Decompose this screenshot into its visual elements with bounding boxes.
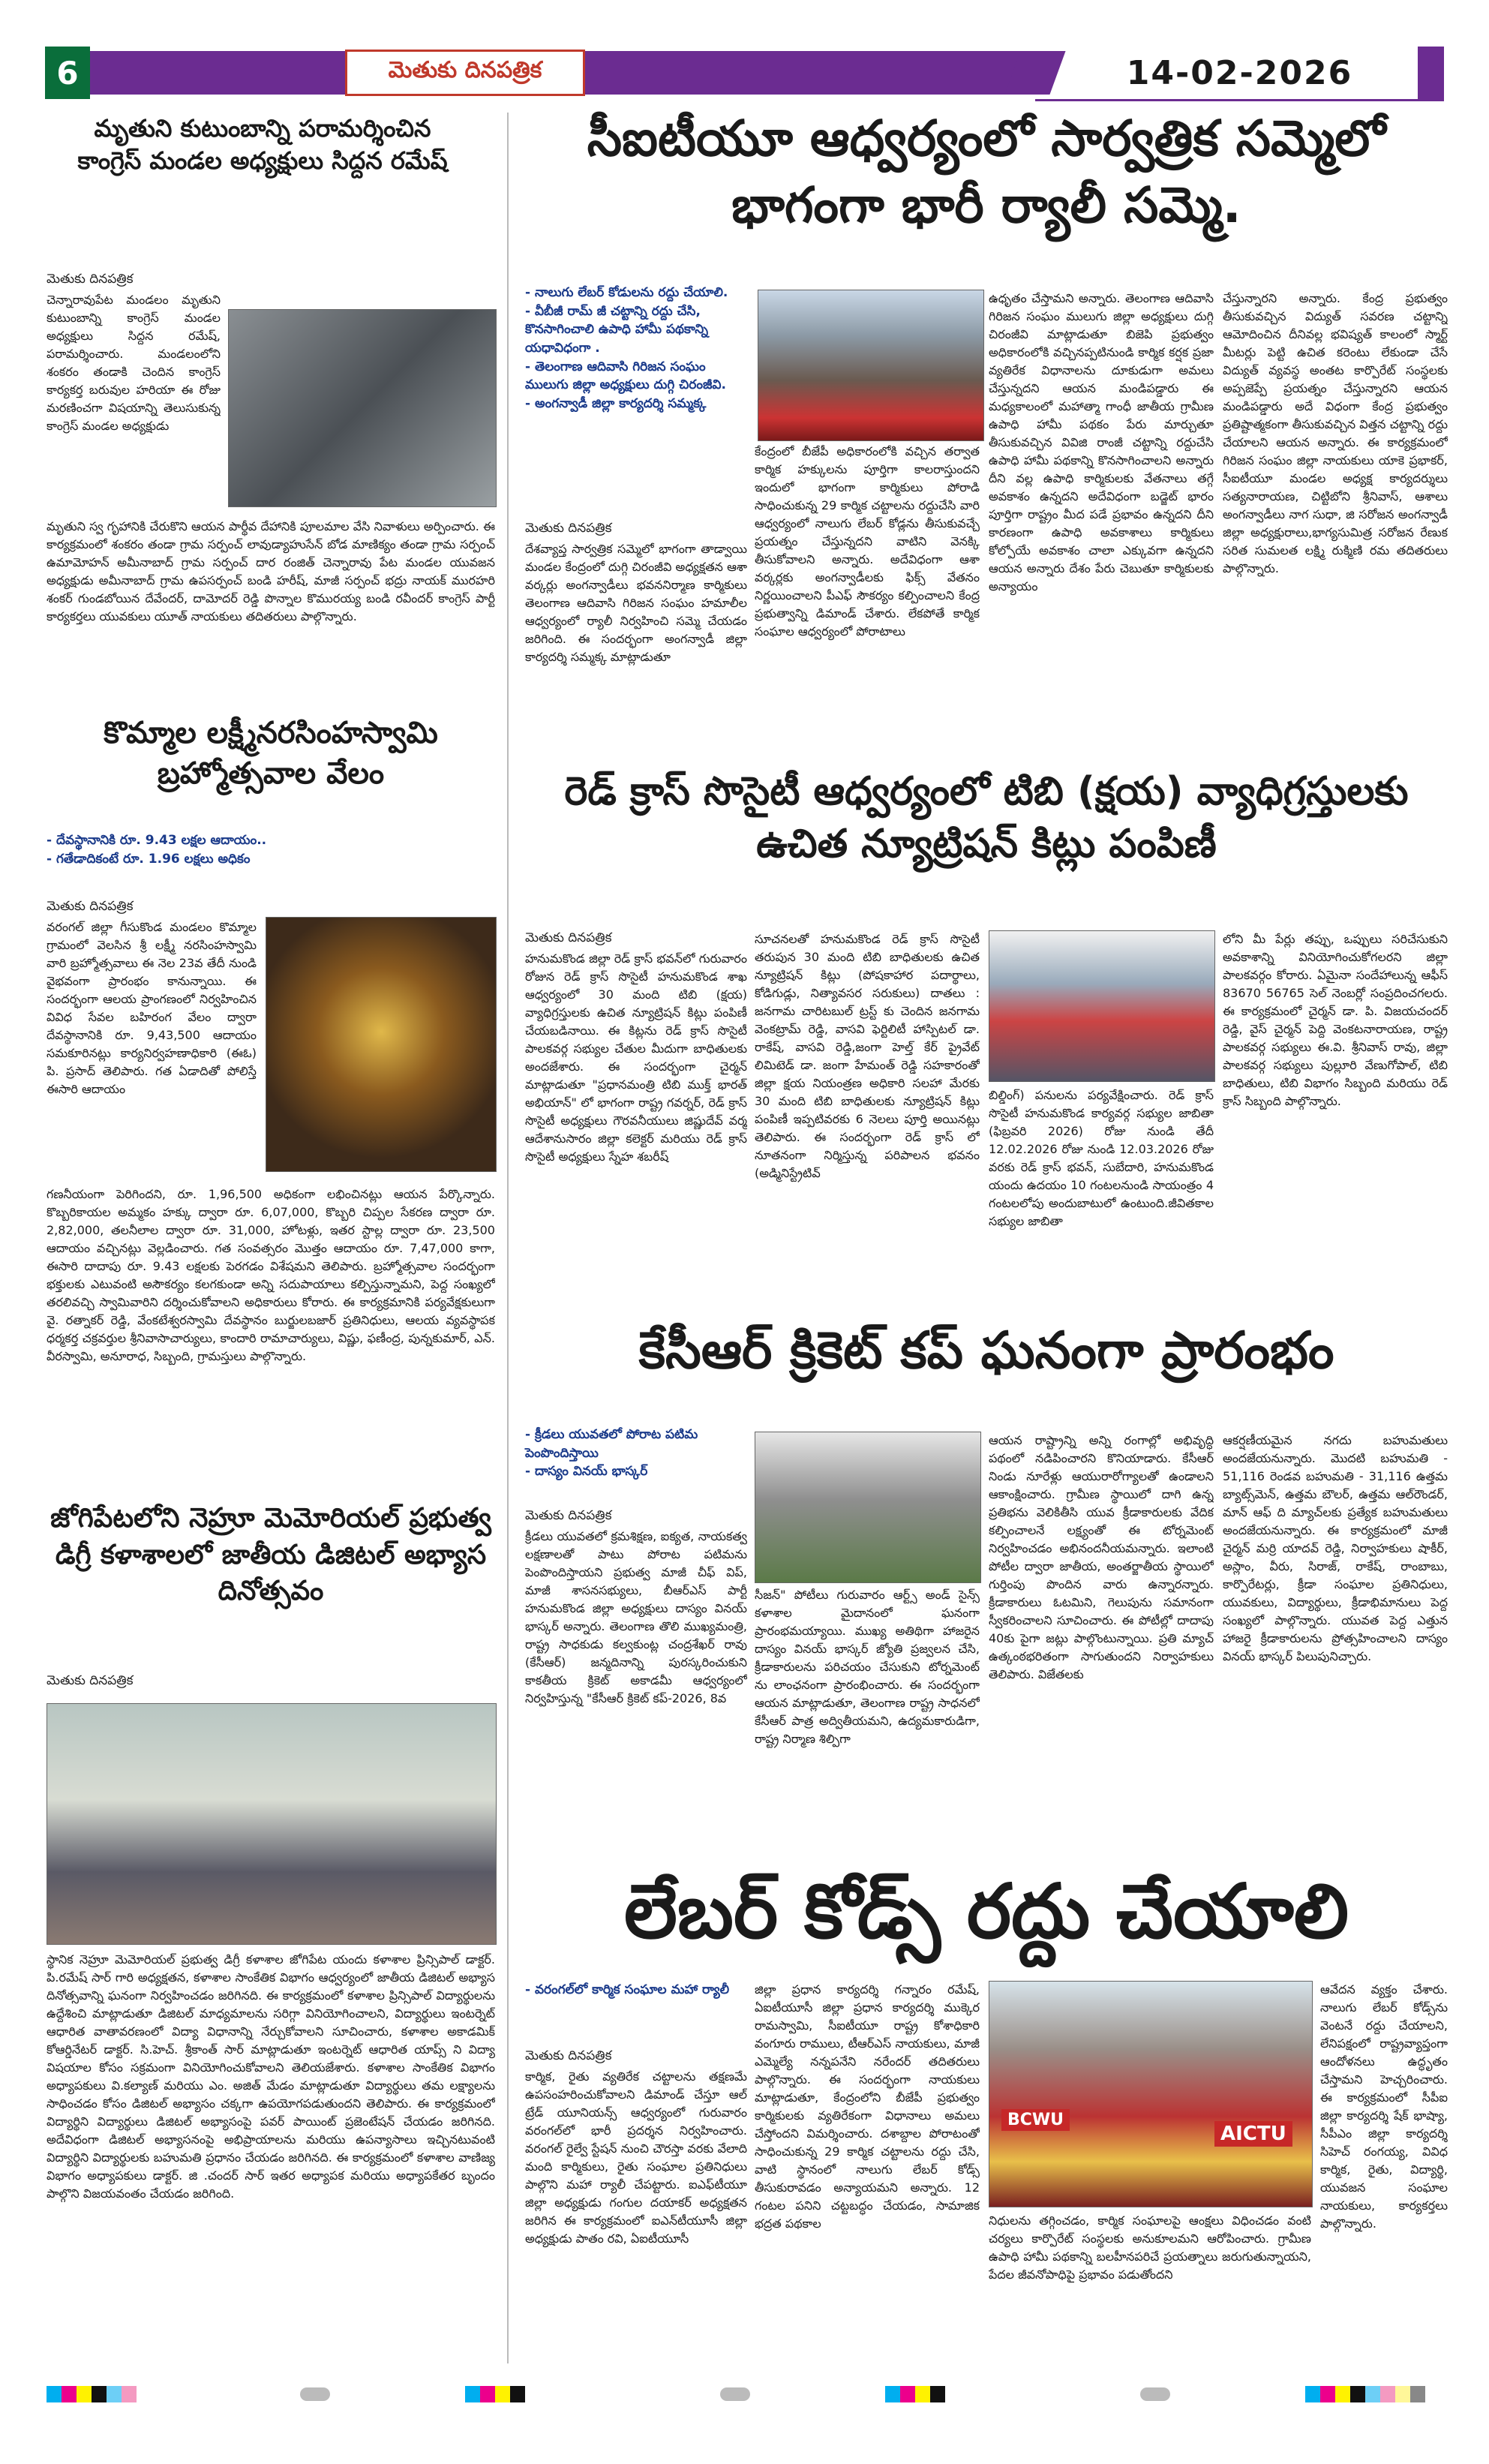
labour-col2: జిల్లా ప్రధాన కార్యదర్శి గన్నారం రమేష్, ఏఐటీయూసీ జిల్లా ప్రధాన కార్యదర్శి ముక్కెర రామస్వామి, సీఐటీయూ రాష్ట్ర కోశాధికారి వంగూరు రాములు, టీఆర్‌ఎస్‌ నాయకులు, మాజీ ఎమ్మెల్యే నన్నపనేని నరేందర్ తదితరులు పాల్గొన్నారు. ఈ సందర్భంగా నాయకులు మాట్లాడుతూ, కేంద్రంలోని బీజేపీ ప్రభుత్వం కార్మికులకు వ్యతిరేకంగా విధానాలు అమలు చేస్తోందని విమర్శించారు. దశాబ్దాల పోరాటంతో సాధించుకున్న 29 కార్మిక చట్టాలను రద్దు చేసి, వాటి స్థానంలో నాలుగు లేబర్ కోడ్స్ తీసుకురావడం అన్యాయమని అన్నారు. 12 గంటల పనిని చట్టబద్ధం చేయడం, సామాజిక భద్రత పథకాల [755, 1982, 980, 2231]
redcross-byline: మెతుకు దినపత్రిక [525, 930, 612, 945]
labour-byline: మెతుకు దినపత్రిక [525, 2048, 612, 2063]
redcross-col1: హనుమకొండ జిల్లా రెడ్ క్రాస్ భవన్‌లో గురువారం రోజున రెడ్ క్రాస్ సొసైటీ హనుమకొండ శాఖ ఆధ్వర్యంలో 30 మంది టిబి (క్షయ) వ్యాధిగ్రస్తులకు ఉచిత న్యూట్రిషన్ కిట్లు పంపిణీ చేయబడినాయి. ఈ కిట్లను రెడ్ క్రాస్ సొసైటీ పాలకవర్గ సభ్యుల చేతుల మీదుగా బాధితులకు అందజేశారు. ఈ సందర్భంగా చైర్మన్ మాట్లాడుతూ "ప్రధానమంత్రి టిబి ముక్త్ భారత్ అభియాన్" లో భాగంగా రాష్ట్ర గవర్నర్, రెడ్ క్రాస్ సొసైటీ అధ్యక్షులు గౌరవనీయులు జిష్ణుదేవ్ వర్మ ఆదేశానుసారం జిల్లా కలెక్టర్ మరియు రెడ్ క్రాస్ సొసైటీ అధ్యక్షులు స్నేహ శబరీష్ [525, 951, 747, 1164]
redcross-col2: సూచనలతో హనుమకొండ రెడ్ క్రాస్ సొసైటీ తరుపున 30 మంది టిబి బాధితులకు ఉచిత న్యూట్రిషన్ కిట్లు (పోషకాహార పదార్థాలు, కోడిగుడ్లు, నిత్యావసర సరుకులు) దాతలు : జనగామ చారిటబుల్ ట్రస్ట్ కు చెందిన జనగామ వెంకట్రామ్ రెడ్డి, వాసవి ఫెర్టిలిటీ హాస్పిటల్ డా. రాకేష్, వాసవి రెడ్డి,జంగా హెల్త్ కేర్ ప్రైవేట్ లిమిటెడ్ డా. జంగా హేమంత్ రెడ్డి సహకారంతో జిల్లా క్షయ నియంత్రణ అధికారి సలహా మేరకు 30 మంది టిబి బాధితులకు న్యూట్రిషన్ కిట్లు పంపిణీ ఇప్పటివరకు 6 నెలలు పూర్తి అయినట్లు తెలిపారు. ఈ సందర్భంగా రెడ్ క్రాస్ లో నూతనంగా నిర్మిస్తున్న పరిపాలన భవనం (అడ్మినిస్ట్రేటివ్ [755, 932, 980, 1180]
cricket-col3: ఆయన రాష్ట్రాన్ని అన్ని రంగాల్లో అభివృద్ధి పథంలో నడిపించారని కొనియాడారు. కేసీఆర్ నిండు నూరేళ్లు ఆయురారోగ్యాలతో ఉండాలని ఆకాంక్షించారు. గ్రామీణ స్థాయిలో దాగి ఉన్న ప్రతిభను వెలికితీసి యువ క్రీడాకారులకు వేదిక కల్పించాలనే లక్ష్యంతో ఈ టోర్నమెంట్ నిర్వహించడం అభినందనీయమన్నారు. ఇలాంటి పోటీల ద్వారా జాతీయ, అంతర్జాతీయ స్థాయిలో గుర్తింపు పొందిన వారు ఉన్నారన్నారు. క్రీడాకారులు ఓటమిని, గెలుపును సమానంగా స్వీకరించాలని సూచించారు. ఈ పోటీల్లో దాదాపు 40కు పైగా జట్లు పాల్గొంటున్నాయి. ప్రతి మ్యాచ్ ఉత్కంఠభరితంగా సాగుతుందని నిర్వాహకులు తెలిపారు. విజేతలకు [989, 1433, 1214, 1681]
temple-bullets [47, 831, 495, 868]
citu-photo [758, 290, 984, 441]
masthead [45, 47, 1444, 99]
temple-bullet: - గతేడాదికంటే రూ. 1.96 లక్షలు అధికం [47, 851, 251, 867]
citu-bullet: - వీబీజీ రామ్ జీ చట్టాన్ని రద్దు చేసి, కొనసాగించాలి ఉపాధి హామీ పథకాన్ని యధావిధంగా . [525, 303, 708, 356]
rally-banner-text: AICTU [1214, 2121, 1292, 2147]
condolence-photo [228, 309, 497, 507]
cricket-col4: ఆకర్షణీయమైన నగదు బహుమతులు అందజేయనున్నారు. మొదటి బహుమతి - 51,116 రెండవ బహుమతి - 31,116 ఉత్తమ బ్యాట్స్‌మెన్, ఉత్తమ బౌలర్, ఉత్తమ ఆల్‌రౌండర్, మాన్ ఆఫ్ ది మ్యాచ్‌లకు ప్రత్యేక బహుమతులు అందజేయనున్నారు. ఈ కార్యక్రమంలో మాజీ చైర్మన్ మర్రి యాదవ్ రెడ్డి, నిర్వాహకులు షాకీర్, అస్లాం, వీరు, సిరాజ్, రాకేష్, రాంబాబు, కార్పొరేటర్లు, క్రీడా సంఘాల ప్రతినిధులు, యువకులు, విద్యార్థులు, క్రీడాభిమానులు పెద్ద సంఖ్యలో పాల్గొన్నారు. యువత పెద్ద ఎత్తున హాజరై క్రీడాకారులను ప్రోత్సహించాలని దాస్యం వినయ్ భాస్కర్ పిలుపునిచ్చారు. [1223, 1433, 1448, 1663]
citu-col3: ఉధృతం చేస్తామని అన్నారు. తెలంగాణ ఆదివాసి గిరిజన సంఘం ములుగు జిల్లా అధ్యక్షులు దుగ్గి చిరంజీవి మాట్లాడుతూ బిజెపి ప్రభుత్వం అధికారంలోకి వచ్చినప్పటినుండి కార్మిక కర్షక ప్రజా వ్యతిరేక విధానాలను దూకుడుగా అమలు చేస్తున్నదని ఆయన మండిపడ్డారు ఈ మధ్యకాలంలో మహాత్మా గాంధీ జాతీయ గ్రామీణ ఉపాధి హామీ పథకం పేరు మార్చుతూ తీసుకువచ్చిన వివిజి రాంజీ చట్టాన్ని రద్దుచేసి ఉపాధి హామీ పథకాన్ని కొనసాగించాలని అన్నారు దీని వల్ల ఉపాధి కార్మికులకు వేతనాలు తగ్గే అవకాశం ఉన్నదని అదేవిధంగా బడ్జెట్ భారం పూర్తిగా రాష్ట్రం మీద పడే ప్రభావం ఉన్నదని దీని కారణంగా ఉపాధి అవకాశాలు కార్మికులు కోల్పోయే అవకాశం చాలా ఎక్కువగా ఉన్నదని ఆయన అన్నారు దేశం పేరు చెబుతూ కార్మికులకు అన్యాయం [989, 291, 1214, 593]
labour-bullets [525, 1981, 750, 2000]
labour-col1: కార్మిక, రైతు వ్యతిరేక చట్టాలను తక్షణమే ఉపసంహరించుకోవాలని డిమాండ్ చేస్తూ ఆల్ ట్రేడ్ యూనియన్స్ ఆధ్వర్యంలో గురువారం వరంగల్‌లో భారీ ప్రదర్శన నిర్వహించారు. వరంగల్ రైల్వే స్టేషన్ నుంచి చౌరస్తా వరకు వేలాది మంది కార్మికులు, రైతు సంఘాల ప్రతినిధులు పాల్గొని మహా ర్యాలీ చేపట్టారు. ఐఎఫ్‌టీయూ జిల్లా అధ్యక్షుడు గంగుల దయాకర్ అధ్యక్షతన జరిగిన ఈ కార్యక్రమంలో ఐఎన్‌టీయూసీ జిల్లా అధ్యక్షుడు పాతం రవి, ఏఐటీయూసీ [525, 2069, 747, 2246]
cricket-col1: క్రీడలు యువతలో క్రమశిక్షణ, ఐక్యత, నాయకత్వ లక్షణాలతో పాటు పోరాట పటిమను పెంపొందిస్తాయని ప్రభుత్వ మాజీ చీఫ్ విప్, మాజీ శాసనసభ్యులు, బీఆర్ఎస్ పార్టీ హనుమకొండ జిల్లా అధ్యక్షులు దాస్యం వినయ్ భాస్కర్ అన్నారు. తెలంగాణ తొలి ముఖ్యమంత్రి, రాష్ట్ర సాధకుడు కల్వకుంట్ల చంద్రశేఖర్ రావు (కేసీఆర్) జన్మదినాన్ని పురస్కరించుకుని కాకతీయ క్రికెట్ అకాడమీ ఆధ్వర్యంలో నిర్వహిస్తున్న "కేసీఆర్ క్రికెట్ కప్-2026, 8వ [525, 1529, 747, 1705]
page-number: 6 [45, 47, 90, 99]
digital-headline: జోగిపేటలోని నెహ్రూ మెమోరియల్ ప్రభుత్వ డిగ్రీ కళాశాలలో జాతీయ డిజిటల్ అభ్యాస దినోత్సవం [50, 1503, 491, 1607]
temple-photo [266, 917, 497, 1172]
labour-col4: ఆవేదన వ్యక్తం చేశారు. నాలుగు లేబర్ కోడ్స్‌ను వెంటనే రద్దు చేయాలని, లేనిపక్షంలో రాష్ట్రవ్యాప్తంగా ఆందోళనలు ఉద్ధృతం చేస్తామని హెచ్చరించారు. ఈ కార్యక్రమంలో సీపీఐ జిల్లా కార్యదర్శి షేక్ భాష్యా, సీపీఎం జిల్లా కార్యదర్శి సిహెచ్ రంగయ్య, వివిధ కార్మిక, రైతు, విద్యార్థి, యువజన సంఘాల నాయకులు, కార్యకర్తలు పాల్గొన్నారు. [1320, 1982, 1448, 2231]
cricket-byline: మెతుకు దినపత్రిక [525, 1508, 612, 1523]
labour-photo [989, 1981, 1313, 2207]
condolence-headline: మృతుని కుటుంబాన్ని పరామర్శించిన కాంగ్రెస్ మండల అధ్యక్షులు సిద్దన రమేష్ [77, 114, 448, 176]
rally-banner-text: BCWU [1001, 2109, 1070, 2131]
labour-headline: లేబర్ కోడ్స్ రద్దు చేయాలి [623, 1868, 1349, 1955]
condolence-body: మృతుని స్వ గృహానికి చేరుకొని ఆయన పార్థీవ దేహానికి పూలమాల వేసి నివాళులు అర్పించారు. ఈ కార్యక్రమంలో శంకరం తండా గ్రామ సర్పంచ్ లావుడ్యాహుసేన్ బోడ మాణిక్యం తండా గ్రామ సర్పంచ్ ఉమామోహన్ అమీనాబాద్ గ్రామ సర్పంచ్ దార రంజిత్ చెన్నారావు పేట మండల యువజన అధ్యక్షుడు అమీనాబాద్ గ్రామ ఉపసర్పంచ్ బండి హరీష్, మాజీ సర్పంచ్ భద్రు నాయక్ మురహరి శంకర్ గుండబోయిన దేవేందర్, దామోదర్ రెడ్డి పొన్నాల కొమురయ్య బండి రవీందర్ కాంగ్రెస్ పార్టీ కార్యకర్తలు యువకులు యూత్ నాయకులు తదితరులు పాల్గొన్నారు. [47, 519, 495, 624]
redcross-col3: బిల్డింగ్) పనులను పర్యవేక్షించారు. రెడ్ క్రాస్ సొసైటీ హనుమకొండ కార్యవర్గ సభ్యుల జాబితా (ఫిబ్రవరి 2026) రోజు నుండి తేదీ 12.02.2026 రోజు నుండి 12.03.2026 రోజు వరకు రెడ్ క్రాస్ భవన్, సుబేదారి, హనుమకొండ యందు ఉదయం 10 గంటలనుండి సాయంత్రం 4 గంటలలోపు అందుబాటులో ఉంటుంది.జీవితకాల సభ్యుల జాబితా [989, 1088, 1214, 1228]
temple-byline: మెతుకు దినపత్రిక [47, 899, 134, 914]
temple-lead: వరంగల్ జిల్లా గీసుకొండ మండలం కొమ్మాల గ్రామంలో వెలసిన శ్రీ లక్ష్మీ నరసింహస్వామి వారి బ్రహ్మోత్సవాలు ఈ నెల 23వ తేదీ నుండి వైభవంగా ప్రారంభం కానున్నాయి. ఈ సందర్భంగా ఆలయ ప్రాంగణంలో నిర్వహించిన వివిధ సేవల బహిరంగ వేలం ద్వారా దేవస్థానానికి రూ. 9,43,500 ఆదాయం సమకూరినట్లు కార్యనిర్వహణాధికారి (ఈఓ) పి. ప్రసాద్ తెలిపారు. గత ఏడాదితో పోలిస్తే ఈసారి ఆదాయం [47, 920, 257, 1096]
citu-col4: చేస్తున్నారని అన్నారు. కేంద్ర ప్రభుత్వం తీసుకువచ్చిన విద్యుత్ సవరణ చట్టాన్ని ఆమోదించిన దీనివల్ల భవిష్యత్ కాలంలో స్మార్ట్ మీటర్లు పెట్టి ఉచిత కరెంటు లేకుండా చేసే విద్యుత్ వ్యవస్థ అంతట కార్పొరేట్ సంస్థలకు అప్పజెప్పే ప్రయత్నం చేస్తున్నారని ఆయన మండిపడ్డారు అదే విధంగా కేంద్ర ప్రభుత్వం ప్రతిష్టాత్మకంగా తీసుకువచ్చిన విత్తన చట్టాన్ని రద్దు చేయాలని ఆయన అన్నారు. ఈ కార్యక్రమంలో గిరిజన సంఘం జిల్లా నాయకులు యాకె ప్రభాకర్, సీఐటీయూ మండల అధ్యక్ష కార్యదర్శులు సత్యనారాయణ, చిట్టిబోని శ్రీనివాస్, ఆశాలు అంగన్వాడీలు నాగ సుధా, జి సరోజన అంగన్వాడీ జిల్లా అధ్యక్షురాలు,భాగ్యసుమిత్ర సరోజన రేణుక సరిత సుమలత లక్ష్మి రుక్మిణి రమ తదితరులు పాల్గొన్నారు. [1223, 291, 1448, 575]
citu-headline: సీఐటీయూ ఆధ్వర్యంలో సార్వత్రిక సమ్మెలో భాగంగా భారీ ర్యాలీ సమ్మె. [587, 110, 1386, 235]
redcross-photo [989, 930, 1215, 1082]
temple-headline: కొమ్మాల లక్ష్మీనరసింహస్వామి బ్రహ్మోత్సవాల వేలం [104, 716, 438, 791]
citu-bullet: - నాలుగు లేబర్ కోడులను రద్దు చేయాలి. [525, 285, 728, 300]
digital-byline: మెతుకు దినపత్రిక [47, 1673, 134, 1688]
temple-body: గణనీయంగా పెరిగిందని, రూ. 1,96,500 అధికంగా లభించినట్లు ఆయన పేర్కొన్నారు. కొబ్బరికాయల అమ్మకం హక్కు ద్వారా రూ. 6,07,000, కొబ్బరి చిప్పల సేకరణ ద్వారా రూ. 2,82,000, తలనీలాల ద్వారా రూ. 31,000, హోటళ్లు, ఇతర స్టాల్ల ద్వారా రూ. 23,500 ఆదాయం వచ్చినట్లు వెల్లడించారు. గత సంవత్సరం మొత్తం ఆదాయం రూ. 7,47,000 కాగా, ఈసారి దాదాపు రూ. 9.43 లక్షలకు పెరగడం విశేషమని తెలిపారు. బ్రహ్మోత్సవాల సందర్భంగా భక్తులకు ఎటువంటి అసౌకర్యం కలగకుండా అన్ని సదుపాయాలు కల్పిస్తున్నామని, పెద్ద సంఖ్యలో తరలివచ్చి స్వామివారిని దర్శించుకోవాలని అధికారులు కోరారు. ఈ కార్యక్రమానికి పర్యవేక్షకులుగా వై. రత్నాకర్ రెడ్డి, వేంకటేశ్వరస్వామి దేవస్థానం బుర్జులబజార్ ప్రతినిధులు, ఆలయ వ్యవస్థాపక ధర్మకర్త చక్రవర్తుల శ్రీనివాసాచార్యులు, కాందారి రామాచార్యులు, విష్ణు, ఫణీంద్ర, పున్నకుమార్, ఎన్. వీరస్వామి, అనూరాధ, సిబ్బంది, గ్రామస్తులు పాల్గొన్నారు. [47, 1187, 495, 1363]
issue-date: 14-02-2026 [1035, 47, 1444, 101]
newspaper-logo: మెతుకు దినపత్రిక [345, 50, 585, 96]
citu-bullet: - తెలంగాణ ఆదివాసి గిరిజన సంఘం ములుగు జిల్లా అధ్యక్షులు దుగ్గి చిరంజీవి. [525, 359, 726, 393]
cricket-bullet: - దాస్యం వినయ్ భాస్కర్ [525, 1464, 648, 1480]
cricket-bullet: - క్రీడలు యువతలో పోరాట పటిమ పెంపొందిస్తాయి [525, 1427, 698, 1461]
condolence-byline: మెతుకు దినపత్రిక [47, 272, 134, 287]
cricket-photo [755, 1432, 981, 1583]
cricket-col2: సీజన్" పోటీలు గురువారం ఆర్ట్స్ అండ్ సైన్స్ కళాశాల మైదానంలో ఘనంగా ప్రారంభమయ్యాయి. ముఖ్య అతిథిగా హాజరైన దాస్యం వినయ్ భాస్కర్ జ్యోతి ప్రజ్వలన చేసి, క్రీడాకారులను పరిచయం చేసుకుని టోర్నమెంట్ ను లాంఛనంగా ప్రారంభించారు. ఈ సందర్భంగా ఆయన మాట్లాడుతూ, తెలంగాణ రాష్ట్ర సాధనలో కేసీఆర్ పాత్ర అద్వితీయమని, ఉద్యమకారుడిగా, రాష్ట్ర నిర్మాణ శిల్పిగా [755, 1588, 980, 1746]
citu-byline: మెతుకు దినపత్రిక [525, 521, 612, 536]
redcross-headline: రెడ్ క్రాస్ సొసైటీ ఆధ్వర్యంలో టిబి (క్షయ) వ్యాధిగ్రస్తులకు ఉచిత న్యూట్రిషన్ కిట్లు పంపిణీ [564, 769, 1409, 867]
labour-bullet: - వరంగల్‌లో కార్మిక సంఘాల మహా ర్యాలీ [525, 1982, 730, 1997]
column-divider [507, 113, 509, 2363]
labour-col3: నిధులను తగ్గించడం, కార్మిక సంఘాలపై ఆంక్షలు విధించడం వంటి చర్యలు కార్పొరేట్ సంస్థలకు అనుకూలమని ఆరోపించారు. గ్రామీణ ఉపాధి హామీ పథకాన్ని బలహీనపరిచే ప్రయత్నాలు జరుగుతున్నాయని, పేదల జీవనోపాధిపై ప్రభావం పడుతోందని [989, 2213, 1311, 2282]
citu-bullet: - అంగన్వాడీ జిల్లా కార్యదర్శి సమ్మక్క [525, 395, 707, 411]
citu-col1: దేశవ్యాప్త సార్వత్రిక సమ్మెలో భాగంగా తాడ్వాయి మండల కేంద్రంలో దుగ్గి చిరంజీవి అధ్యక్షతన ఆశా వర్కర్లు అంగన్వాడీలు భవననిర్మాణ కార్మికులు తెలంగాణ ఆదివాసి గిరిజన సంఘం హమాలీల ఆధ్వర్యంలో ర్యాలీ నిర్వహించి సమ్మె చేయడం జరిగింది. ఈ సందర్భంగా అంగన్వాడీ జిల్లా కార్యదర్శి సమ్మక్క మాట్లాడుతూ [525, 542, 747, 664]
cricket-bullets [525, 1426, 750, 1481]
digital-photo [47, 1703, 497, 1945]
citu-bullets [525, 284, 750, 413]
redcross-col4: లోని మీ పేర్లు తప్పు, ఒప్పులు సరిచేసుకుని అవకాశాన్ని వినియోగించుకోగలరని జిల్లా పాలకవర్గం కోరారు. ఏమైనా సందేహాలున్న ఆఫీస్ 83670 56765 సెల్ నెంబర్లో సంప్రదించగలరు. ఈ కార్యక్రమంలో చైర్మన్ డా. పి. విజయచందర్ రెడ్డి, వైస్ చైర్మన్ పెద్ది వెంకటనారాయణ, రాష్ట్ర పాలకవర్గ సభ్యులు ఈ.వి. శ్రీనివాస్ రావు, జిల్లా పాలకవర్గ సభ్యులు పుల్లూరి వేణుగోపాల్, టిబి బాధితులు, టిబి విభాగం సిబ్బంది మరియు రెడ్ క్రాస్ సిబ్బంది పాల్గొన్నారు. [1223, 932, 1448, 1108]
citu-col2: కేంద్రంలో బీజేపీ అధికారంలోకి వచ్చిన తర్వాత కార్మిక హక్కులను పూర్తిగా కాలరాస్తుందని ఇందులో భాగంగా కార్మికులు పోరాడి సాధించుకున్న 29 కార్మిక చట్టాలను రద్దుచేసి వారి ఆధ్వర్యంలో నాలుగు లేబర్ కోడ్లను తీసుకువచ్చే ప్రయత్నం చేస్తున్నదని వాటిని వెనక్కి తీసుకోవాలని అన్నారు. అదేవిధంగా ఆశా వర్కర్లకు అంగన్వాడీలకు ఫిక్స్ వేతనం నిర్ణయించాలని పీఎఫ్ సౌకర్యం కల్పించాలని కేంద్ర ప్రభుత్వాన్ని డిమాండ్ చేశారు. లేకపోతే కార్మిక సంఘాల ఆధ్వర్యంలో పోరాటాలు [755, 444, 980, 639]
condolence-lead: చెన్నారావుపేట మండలం మృతుని కుటుంబాన్ని కాంగ్రెస్ మండల అధ్యక్షులు సిద్దన రమేష్, పరామర్శించారు. మండలంలోని శంకరం తండాకి చెందిన కాంగ్రెస్ కార్యకర్త బరువుల హరియా ఈ రోజు మరణించగా విషయాన్ని తెలుసుకున్న కాంగ్రెస్ మండల అధ్యక్షుడు [47, 293, 221, 433]
masthead-tab [1418, 47, 1444, 99]
digital-body: స్థానిక నెహ్రూ మెమోరియల్ ప్రభుత్వ డిగ్రీ కళాశాల జోగిపేట యందు కళాశాల ప్రిన్సిపాల్ డాక్టర్. పి.రమేష్ సార్ గారి అధ్యక్షతన, కళాశాల సాంకేతిక విభాగం ఆధ్వర్యంలో జాతీయ డిజిటల్ అభ్యాస దినోత్సవాన్ని ఘనంగా నిర్వహించడం జరిగినది. ఈ కార్యక్రమంలో కళాశాల ప్రిన్సిపాల్ విద్యార్థులను ఉద్దేశించి మాట్లాడుతూ డిజిటల్ మాధ్యమాలను సరిగ్గా వినియోగించాలని, విద్యార్థులు ఇంటర్నెట్ ఆధారిత వాతావరణంలో విద్యా విధానాన్ని నేర్చుకోవాలని సూచించారు, కళాశాల అకాడమిక్ కోఆర్డినేటర్ డాక్టర్. సి.హెచ్. శ్రీకాంత్ సార్ మాట్లాడుతూ ఇంటర్నెట్ ఆధారిత యాప్స్ ని విద్యా విషయాల కోసం సక్రమంగా వినియోగించుకోవాలని తెలియజేశారు. కళాశాల సాంకేతిక విభాగం అధ్యాపకులు వి.కల్యాణ్ మరియు ఎం. అజిత్ మేడం మాట్లాడుతూ విద్యార్థులు తమ లక్ష్యాలను సాధించడం కోసం డిజిటల్ అభ్యాసం చక్కగా ఉపయోగపడుతుందని తెలిపారు. ఈ కార్యక్రమంలో విద్యార్థిని విద్యార్థులు డిజిటల్ అభ్యాసంపై పవర్ పాయింట్ ప్రజెంటేషన్ చేయడం జరిగినది. అదేవిధంగా డిజిటల్ అభ్యాసనంపై అభిప్రాయాలను మరియు ఉపన్యాసాలు ఇచ్చినటువంటి విద్యార్థిని విద్యార్థులకు బహుమతి ప్రధానం చేయడం జరిగినది. ఈ కార్యక్రమంలో కళాశాల వాణిజ్య విభాగం అధ్యాపకులు డాక్టర్. జి .చందర్ సార్ ఇతర అధ్యాపక మరియు అధ్యాపకేతర బృందం పాల్గొని విజయవంతం చేయడం జరిగింది. [47, 1952, 495, 2201]
cricket-headline: కేసీఆర్ క్రికెట్ కప్ ఘనంగా ప్రారంభం [638, 1321, 1334, 1381]
temple-bullet: - దేవస్థానానికి రూ. 9.43 లక్షల ఆదాయం.. [47, 833, 267, 848]
